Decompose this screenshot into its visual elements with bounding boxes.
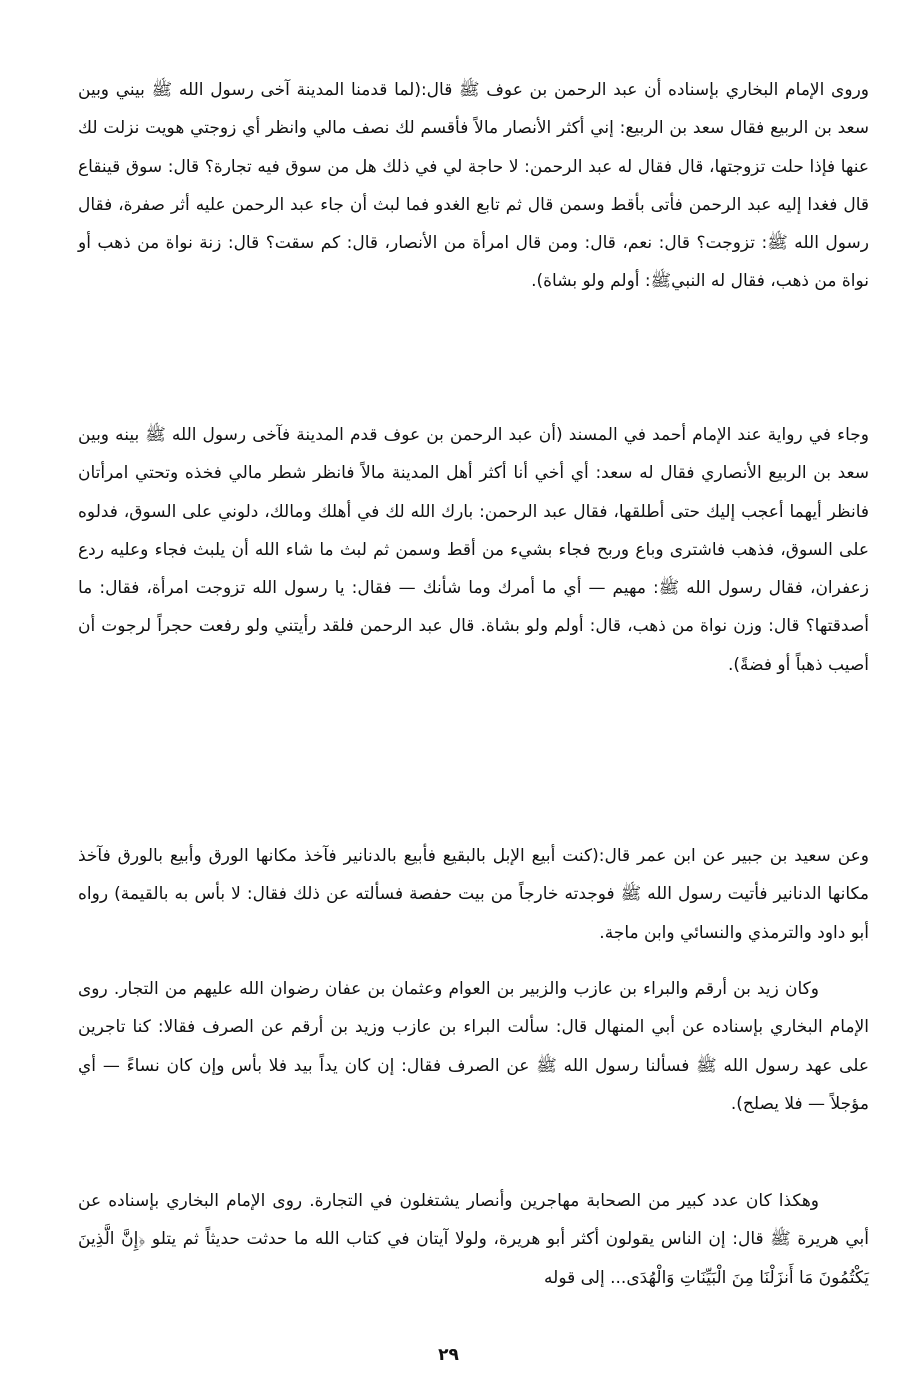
paragraph-ibn-umar-camels: وعن سعيد بن جبير عن ابن عمر قال:(كنت أبيع الإبل بالبقيع فأبيع بالدنانير فآخذ مكانها الورق وأبيع بالورق فآخذ مكانها الدنانير فأتيت رسول الله ﷺ فوجدته خارجاً من بيت حفصة فسألته عن ذلك فقال: لا بأس به بالقيمة) رواه أبو داود والترمذي والنسائي وابن ماجة. [78, 846, 869, 943]
paragraph-ahmad-musnad: وجاء في رواية عند الإمام أحمد في المسند (أن عبد الرحمن بن عوف قدم المدينة فآخى رسول الله ﷺ بينه وبين سعد بن الربيع الأنصاري فقال له سعد: أي أخي أنا أكثر أهل المدينة مالاً فانظر شطر مالي فخذه وتحتي امرأتان فانظر أيهما أعجب إليك حتى أطلقها، فقال عبد الرحمن: بارك الله لك في أهلك ومالك، دلوني على السوق، فدلوه على السوق، فذهب فاشترى وباع وربح فجاء بشيء من أقط وسمن ثم لبث ما شاء الله أن يلبث فجاء وعليه ردع زعفران، فقال رسول الله ﷺ: مهيم — أي ما أمرك وما شأنك — فقال: يا رسول الله تزوجت امرأة، فقال: ما أصدقتها؟ قال: وزن نواة من ذهب، قال: أولم ولو بشاة. قال عبد الرحمن فلقد رأيتني ولو رفعت حجراً لرجوت أن أصيب ذهباً أو فضةً). [78, 425, 869, 675]
paragraph-abu-hurayra: وهكذا كان عدد كبير من الصحابة مهاجرين وأنصار يشتغلون في التجارة. روى الإمام البخاري بإسناده عن أبي هريرة ﷺ قال: إن الناس يقولون أكثر أبو هريرة، ولولا آيتان في كتاب الله ما حدثت حديثاً ثم يتلو ﴿إِنَّ الَّذِينَ يَكْتُمُونَ مَا أَنزَلْنَا مِنَ الْبَيِّنَاتِ وَالْهُدَى... إلى قوله [78, 1191, 869, 1288]
paragraph-companions-traders: وكان زيد بن أرقم والبراء بن عازب والزبير بن العوام وعثمان بن عفان رضوان الله عليهم من التجار. روى الإمام البخاري بإسناده عن أبي المنهال قال: سألت البراء بن عازب وزيد بن أرقم عن الصرف فقالا: كنا تاجرين على عهد رسول الله ﷺ فسألنا رسول الله ﷺ عن الصرف فقال: إن كان يداً بيد فلا بأس وإن كان نساءً — أي مؤجلاً — فلا يصلح). [78, 979, 869, 1114]
page-number: ٢٩ [438, 1345, 459, 1365]
paragraph-abdulrahman-bukhari: وروى الإمام البخاري بإسناده أن عبد الرحمن بن عوف ﷺ قال:(لما قدمنا المدينة آخى رسول الله ﷺ بيني وبين سعد بن الربيع فقال سعد بن الربيع: إني أكثر الأنصار مالاً فأقسم لك نصف مالي وانظر أي زوجتي هويت نزلت لك عنها فإذا حلت تزوجتها، قال فقال له عبد الرحمن: لا حاجة لي في ذلك هل من سوق فيه تجارة؟ قال: سوق قينقاع قال فغدا إليه عبد الرحمن فأتى بأقط وسمن قال ثم تابع الغدو فما لبث أن جاء عبد الرحمن عليه أثر صفرة، فقال رسول الله ﷺ: تزوجت؟ قال: نعم، قال: ومن قال امرأة من الأنصار، قال: كم سقت؟ قال: زنة نواة من ذهب أو نواة من ذهب، فقال له النبيﷺ: أولم ولو بشاة). [78, 80, 869, 292]
